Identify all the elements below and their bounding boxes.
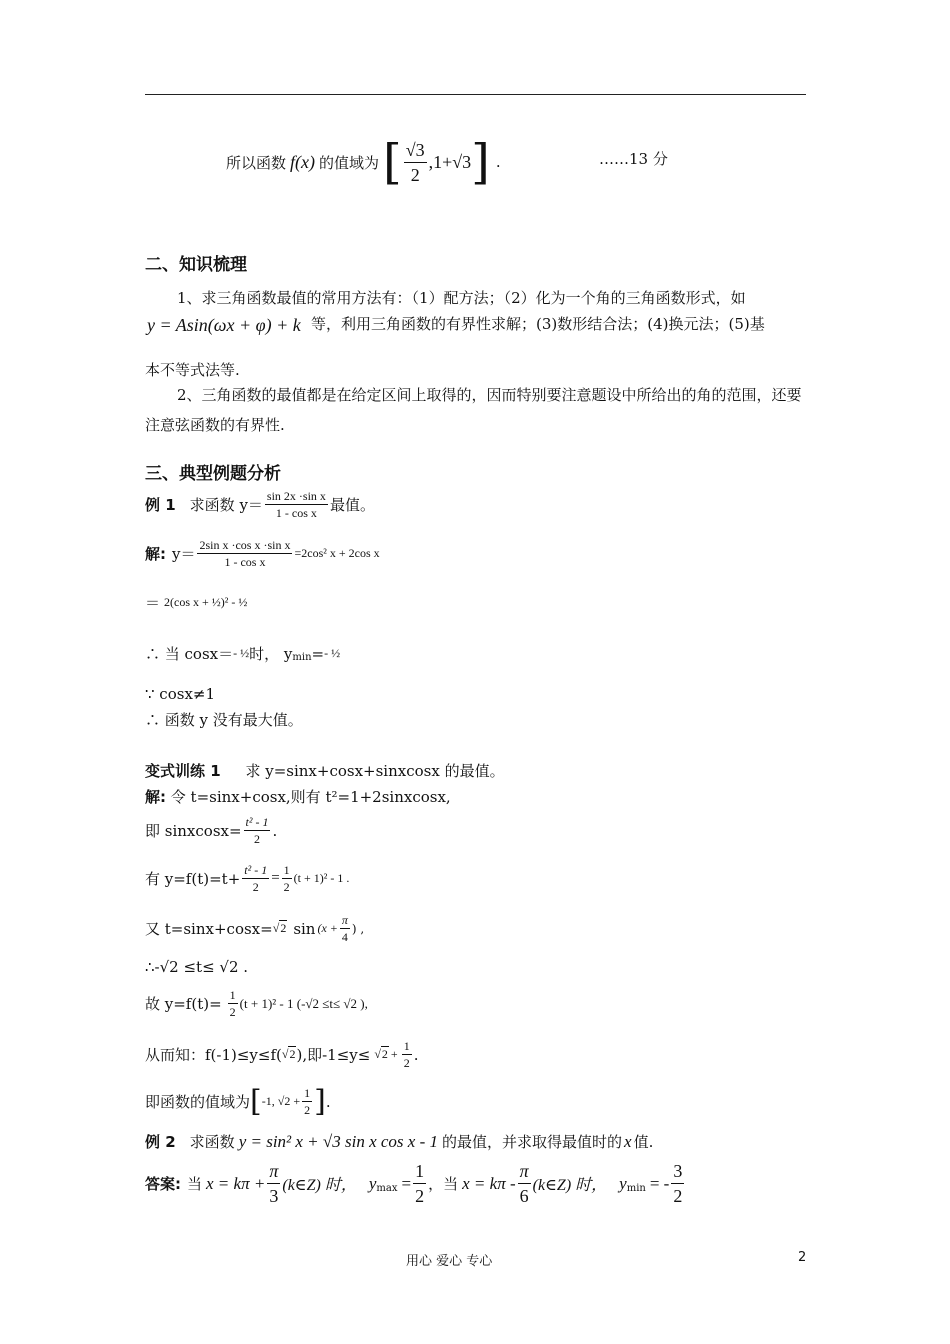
header-rule [145,94,806,95]
solution1-line2-eq: ＝ [145,594,161,612]
solution1-line4: ∵ cosx≠1 [145,685,216,703]
top-dot: . [495,153,501,171]
solution1-eq: =2cos² x + 2cos x [294,546,380,560]
solution1-line3-sub: min [292,652,312,663]
solution1-line3-res: - ½ [324,646,341,660]
variant-s7-sq2: 2 [381,1047,388,1061]
section2-p1-end: 本不等式法等. [145,361,240,379]
variant-s3-den: 2 [252,880,259,894]
solution1-den: 1 - cos x [224,555,266,569]
variant-s1-line [145,786,451,807]
variant-s6-rest: (t + 1)² - 1 (-√2 ≤t≤ √2 ), [239,995,368,1011]
variant-s7-sq: 2 [289,1047,296,1061]
variant-s2 [145,814,277,847]
answer-a1: 当 [187,1175,203,1193]
variant-title [145,760,505,781]
answer-ymax-num: 1 [413,1159,426,1184]
variant-s6 [145,987,368,1020]
solution1-line3-mid: 时， y [249,645,293,663]
variant-s7-mid: ),即-1≤y≤ [296,1046,371,1064]
top-line [226,134,501,190]
variant-s7-plus: + [390,1047,398,1061]
answer-a4: ，当 [428,1175,459,1193]
section2-p1-rest: 等，利用三角函数的有界性求解；(3)数形结合法；(4)换元法；(5)基 [311,315,765,333]
top-prefix: 所以函数 [226,153,287,172]
variant-s8-den: 2 [304,1103,311,1117]
variant-s3-half-num: 1 [283,863,290,877]
answer-ymin-den: 2 [673,1186,683,1206]
answer-ymin-num: 3 [671,1159,684,1184]
example2 [145,1131,653,1152]
variant-s3-half-den: 2 [283,880,290,894]
answer-a2-num: π [267,1159,280,1184]
variant-s6-half-den: 2 [229,1005,236,1019]
bracket-left: [ [383,134,402,190]
example1-den: 1 - cos x [275,506,317,520]
variant-label: 变式训练 1 [145,762,221,780]
variant-s8-pre: 即函数的值域为 [145,1093,251,1111]
variant-s3 [145,862,349,895]
answer-ymax-den: 2 [415,1186,425,1206]
variant-s5: ∴-√2 ≤t≤ √2 . [145,958,249,976]
variant-s8-num: 1 [304,1086,311,1100]
top-mid: 的值域为 [319,153,380,172]
example1-tail: 最值。 [329,496,375,514]
variant-s3-eq: = [271,870,280,886]
answer-ymax-sub: max [376,1183,398,1194]
answer-a5-num: π [518,1159,531,1184]
variant-s6-half [228,987,238,1020]
variant-s7-radical2: √2 [374,1047,388,1061]
answer-a6: (k∈Z) 时， [532,1177,608,1194]
variant-s4-sin: sin [293,919,316,938]
variant-s7-pre: 从而知：f(-1)≤y≤f( [145,1046,282,1064]
variant-s3-frac [242,862,269,895]
variant-s7-den: 2 [403,1056,410,1070]
top-range-rest: ,1+√3 [428,151,472,172]
answer-a5-den: 6 [519,1186,529,1206]
solution1-line3-eq: = [311,644,325,663]
variant-s3-rest: (t + 1)² - 1 . [293,871,350,885]
variant-s4-arg-pre: (x + [317,921,338,935]
section2-heading: 二、知识梳理 [145,255,247,275]
answer-a5: x = kπ - [462,1173,516,1193]
answer-a2-frac [267,1159,280,1208]
page-number: 2 [798,1250,807,1265]
top-range-frac [404,138,427,187]
variant-s3-pre: 有 y=f(t)=t+ [145,870,241,888]
variant-s8-frac [302,1085,312,1118]
section2-p1-formula: y = Asin(ωx + φ) + k [147,315,301,335]
solution1-line1 [145,537,380,570]
solution1-line3-val: - ½ [233,646,250,660]
variant-s7 [145,1038,418,1071]
solution1-label: 解: [145,545,166,563]
variant-s4 [145,912,364,945]
answer-a2: x = kπ + [206,1173,266,1193]
example2-text-post: 的最值，并求取得最值时的 [442,1133,623,1151]
example2-text-pre: 求函数 [189,1133,235,1151]
answer-ymax-frac [413,1159,426,1208]
example2-label: 例 2 [145,1133,176,1151]
answer-a3: (k∈Z) 时， [282,1177,357,1194]
section3-heading: 三、典型例题分析 [145,464,281,484]
answer-ymin-eq: = - [649,1173,670,1193]
bracket-right: ] [471,134,490,190]
example1-frac [265,488,328,521]
variant-s6-pre: 故 y=f(t)= [145,995,222,1013]
answer-ymin: y [619,1173,627,1193]
solution1-num: 2sin x ·cos x ·sin x [199,538,291,552]
top-range-num: √3 [404,138,427,163]
solution1-line3-pre: ∴ 当 cosx＝ [145,645,234,663]
variant-s2-end: . [272,821,278,840]
section2-p1-start: 1、求三角函数最值的常用方法有：（1）配方法；（2）化为一个角的三角函数形式，如 [177,289,746,307]
answer-a2-den: 3 [269,1186,279,1206]
variant-s8-end: . [325,1092,331,1111]
example1-label: 例 1 [145,496,176,514]
variant-s2-frac [244,814,271,847]
variant-s2-num: t² - 1 [245,815,269,829]
answer-ymax: y [368,1173,377,1193]
solution1-line3 [145,643,340,664]
variant-s4-sqrt: 2 [280,921,287,935]
variant-sol-label: 解: [145,788,166,806]
variant-s3-half [282,862,292,895]
top-fx: f(x) [290,151,315,172]
variant-s4-pi: π [341,913,348,927]
example2-val: 值. [633,1133,654,1151]
variant-s4-end: ) , [351,921,365,936]
solution1-frac [197,537,292,570]
example2-x: x [624,1131,632,1151]
variant-s7-radical: √2 [281,1047,296,1061]
variant-s7-frac [402,1038,412,1071]
variant-s4-radical: √2 [272,921,287,935]
variant-s4-frac [340,912,350,945]
variant-s8-a: -1, √2 + [261,1094,301,1108]
solution1-line5: ∴ 函数 y 没有最大值。 [145,711,303,729]
variant-s7-end: . [413,1045,419,1064]
variant-s8 [145,1085,331,1118]
solution1-line2-expr: 2(cos x + ½)² - ½ [164,595,248,609]
answer-ymax-eq: = [401,1173,412,1193]
variant-s4-pre: 又 t=sinx+cosx= [145,920,273,938]
variant-s2-den: 2 [254,832,261,846]
answer-ymin-frac [671,1159,684,1208]
variant-s8-bracket-right: ] [314,1083,326,1119]
footer-center: 用心 爱心 专心 [406,1254,493,1269]
variant-s6-half-num: 1 [229,988,236,1002]
variant-s1: 令 t=sinx+cosx,则有 t²=1+2sinxcosx, [170,788,451,806]
variant-text: 求 y=sinx+cosx+sinxcosx 的最值。 [245,762,505,780]
example1-text: 求函数 y＝ [189,496,263,514]
variant-s3-num: t² - 1 [244,863,268,877]
variant-s7-num: 1 [403,1039,410,1053]
variant-s8-bracket-left: [ [250,1083,262,1119]
score-note: ……13 分 [599,150,668,168]
answer-ymin-sub: min [626,1183,646,1194]
solution1-y: y＝ [172,545,196,563]
example2-answer [145,1159,686,1208]
answer-label: 答案: [145,1175,181,1193]
example1-num: sin 2x ·sin x [266,489,326,503]
example2-formula: y = sin² x + √3 sin x cos x - 1 [238,1131,438,1151]
solution1-line2 [145,592,247,613]
section2-p2: 2、三角函数的最值都是在给定区间上取得的，因而特别要注意题设中所给出的角的范围，还要注意弦函数的有界性. [145,386,802,434]
answer-a5-frac [518,1159,531,1208]
variant-s2-pre: 即 sinxcosx= [145,822,242,840]
variant-s4-four: 4 [341,930,348,944]
top-range-den: 2 [410,164,420,185]
example1 [145,488,375,521]
